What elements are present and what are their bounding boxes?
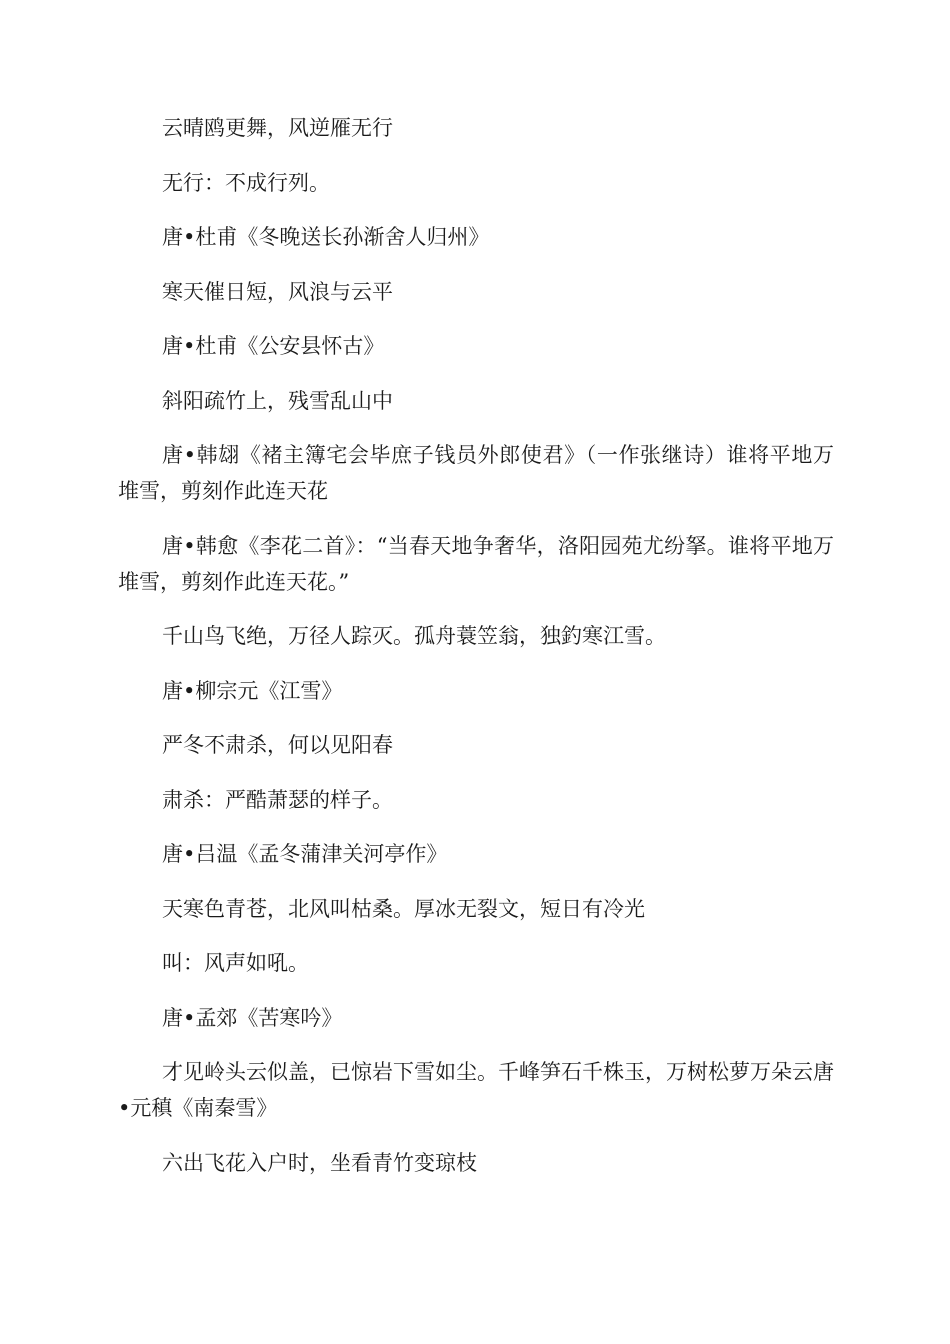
paragraph: 天寒色青苍，北风叫枯桑。厚冰无裂文，短日有冷光 [162, 896, 645, 921]
paragraph: 千山鸟飞绝，万径人踪灭。孤舟蓑笠翁，独釣寒江雪。 [162, 624, 666, 648]
paragraph: 六出飞花入户时，坐看青竹变琼枝 [162, 1150, 477, 1175]
paragraph: 唐•杜甫《冬晚送长孙渐舍人归州》 [162, 225, 490, 249]
paragraph: 斜阳疏竹上，残雪乱山中 [162, 388, 393, 413]
paragraph: 肃杀：严酷萧瑟的样子。 [162, 787, 393, 812]
paragraph: 唐•韩翃《褚主簿宅会毕庶子钱员外郎使君》（一作张继诗）谁将平地万堆雪，剪刻作此连天花 [118, 443, 834, 503]
paragraph: 云晴鸥更舞，风逆雁无行 [162, 116, 393, 140]
paragraph: 严冬不肃杀，何以见阳春 [162, 733, 393, 757]
paragraph: 唐•杜甫《公安县怀古》 [162, 334, 385, 358]
document-body [118, 110, 834, 1199]
paragraph: 唐•吕温《孟冬蒲津关河亭作》 [162, 842, 448, 866]
paragraph: 才见岭头云似盖，已惊岩下雪如尘。千峰笋石千株玉，万树松萝万朵云唐•元稹《南秦雪》 [118, 1060, 834, 1120]
paragraph: 叫：风声如吼。 [162, 951, 309, 975]
paragraph: 寒天催日短，风浪与云平 [162, 279, 393, 304]
paragraph: 唐•孟郊《苦寒吟》 [162, 1005, 343, 1030]
paragraph: 无行：不成行列。 [162, 170, 330, 195]
paragraph: 唐•韩愈《李花二首》：“当春天地争奢华，洛阳园苑尤纷拏。谁将平地万堆雪，剪刻作此连天花。” [118, 533, 834, 594]
paragraph: 唐•柳宗元《江雪》 [162, 678, 343, 703]
